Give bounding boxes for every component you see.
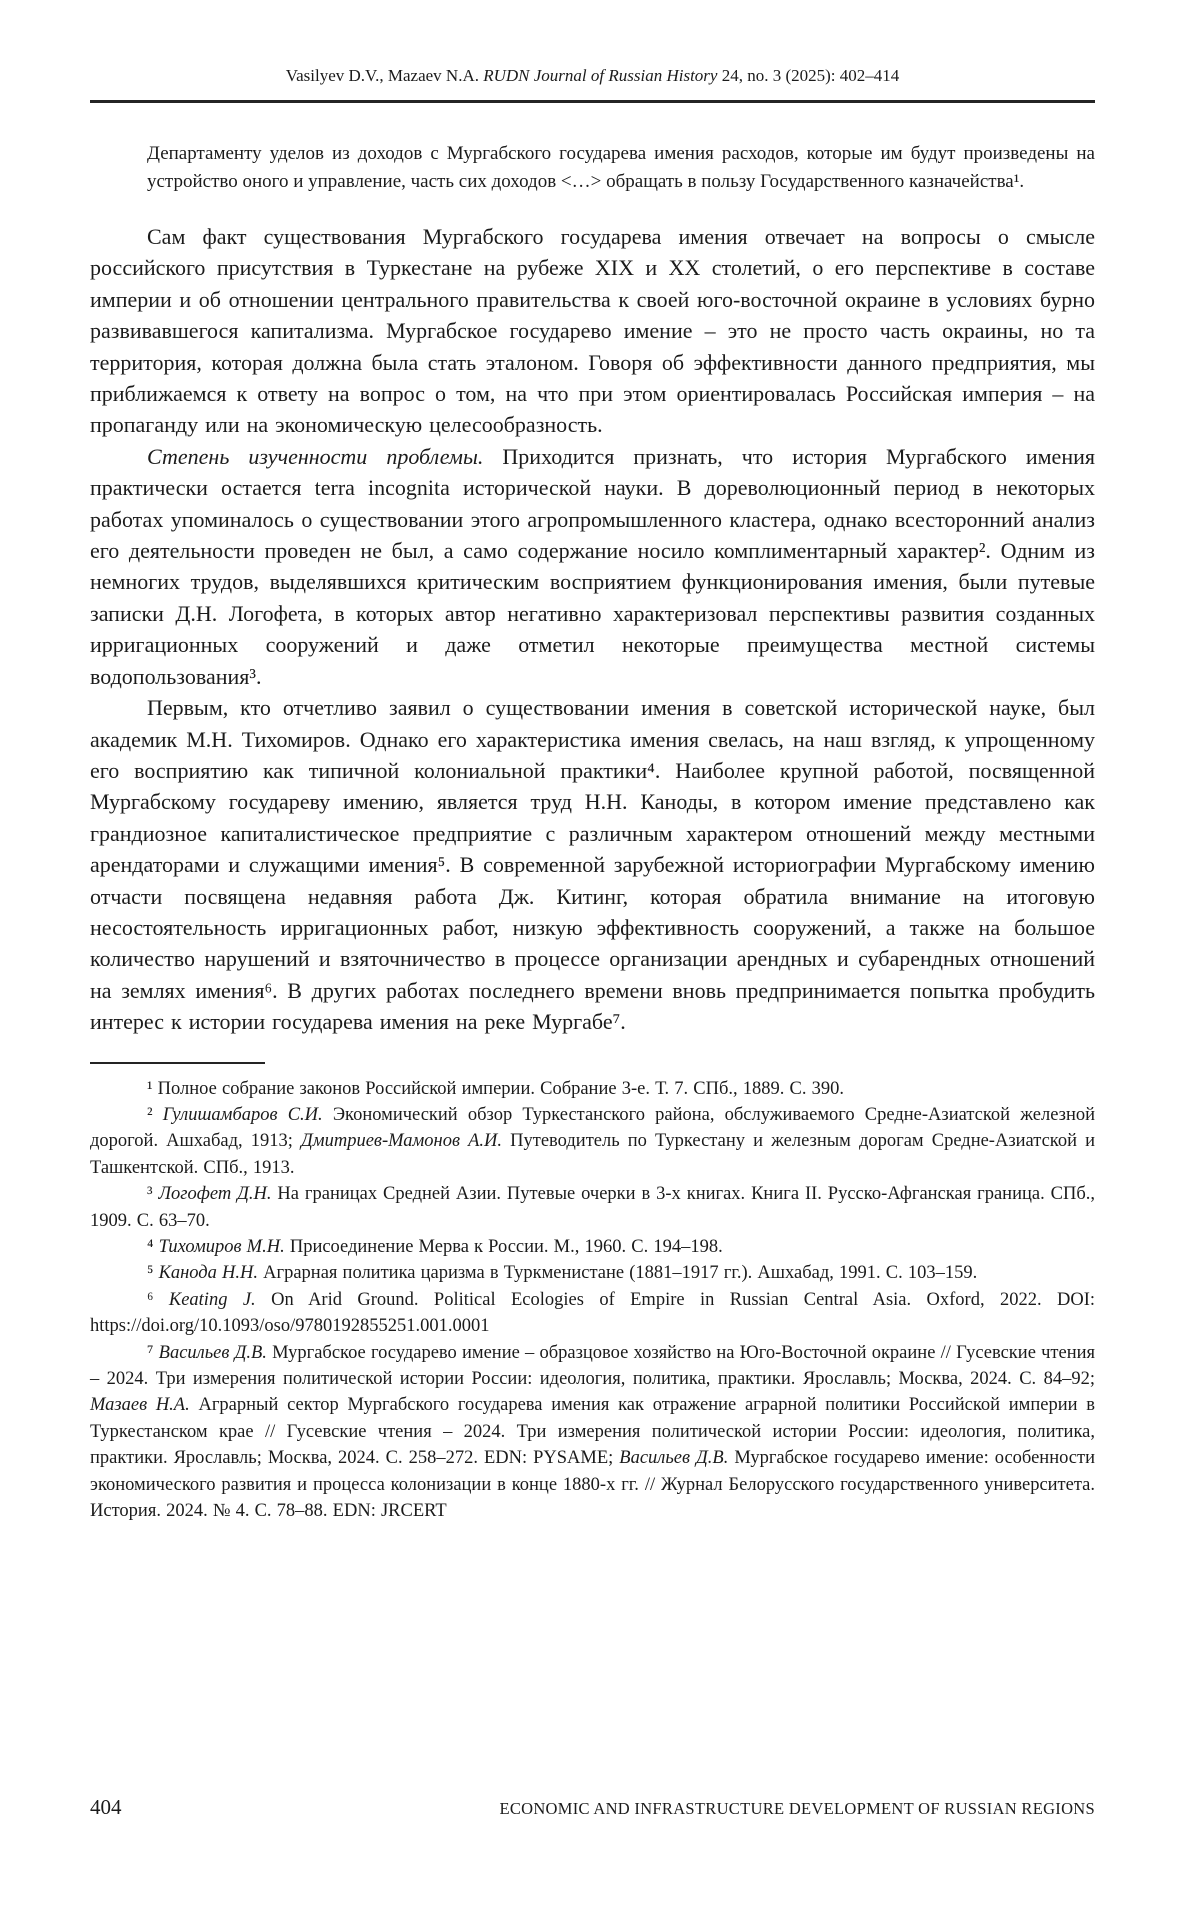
footnotes-block [90,1076,1095,1525]
article-body [90,221,1095,1038]
page-footer [90,1795,1095,1820]
footnote: ⁶ Keating J. On Arid Ground. Political Ecologies of Empire in Russian Central Asia. Oxford, 2022. DOI: https://doi.org/10.1093/oso/9780192855251.001.0001 [90,1289,1096,1337]
epigraph-quote: Департаменту уделов из доходов с Мургабского государева имения расходов, которые им будут произведены на устройство оного и управление, часть сих доходов <…> обращать в пользу Государственного казначейства¹. [147,143,1095,192]
body-paragraph: Степень изученности проблемы. Приходится признать, что история Мургабского имения практически остается terra incognita исторической науки. В дореволюционный период в некоторых работах упоминалось о существовании этого агропромышленного кластера, однако всесторонний анализ его деятельности проведен не был, а само содержание носило комплиментарный характер². Одним из немногих трудов, выделявшихся критическим восприятием функционирования имения, были путевые записки Д.Н. Логофета, в которых автор негативно характеризовал перспективы развития созданных ирригационных сооружений и даже отметил некоторые преимущества местной системы водопользования³. [90,443,1095,689]
footnote: ⁴ Тихомиров М.Н. Присоединение Мерва к России. М., 1960. С. 194–198. [147,1237,723,1257]
footnote: ¹ Полное собрание законов Российской империи. Собрание 3-е. Т. 7. СПб., 1889. С. 390. [147,1078,844,1099]
body-paragraph: Сам факт существования Мургабского государева имения отвечает на вопросы о смысле российского присутствия в Туркестане на рубеже XIX и XX столетий, о его перспективе в составе империи и об отношении центрального правительства к своей юго-восточной окраине в условиях бурно развивавшегося капитализма. Мургабское государево имение – это не просто часть окраины, но та территория, которая должна была стать эталоном. Говоря об эффективности данного предприятия, мы приближаемся к ответу на вопрос о том, на что при этом ориентировалась Российская империя – на пропаганду или на экономическую целесообразность. [90,224,1095,438]
page-number: 404 [90,1795,122,1819]
footnote: ³ Логофет Д.Н. На границах Средней Азии. Путевые очерки в 3-х книгах. Книга II. Русско-Афганская граница. СПб., 1909. С. 63–70. [90,1184,1095,1231]
footnotes-separator [90,1062,265,1064]
header-rule [90,100,1095,103]
footnote: ² Гулишамбаров С.И. Экономический обзор Туркестанского района, обслуживаемого Средне-Азиатской железной дорогой. Ашхабад, 1913; Дмитриев-Мамонов А.И. Путеводитель по Туркестану и железным дорогам Средне-Азиатской и Ташкентской. СПб., 1913. [90,1104,1095,1178]
footnote: ⁵ Канода Н.Н. Аграрная политика царизма в Туркменистане (1881–1917 гг.). Ашхабад, 1991. С. 103–159. [147,1263,978,1284]
running-head: Vasilyev D.V., Mazaev N.A. RUDN Journal of Russian History 24, no. 3 (2025): 402–414 [285,66,900,85]
body-paragraph: Первым, кто отчетливо заявил о существовании имения в советской исторической науке, был академик М.Н. Тихомиров. Однако его характеристика имения свелась, на наш взгляд, к упрощенному его восприятию как типичной колониальной практики⁴. Наиболее крупной работой, посвященной Мургабскому государеву имению, является труд Н.Н. Каноды, в котором имение представлено как грандиозное капиталистическое предприятие с различным характером отношений между местными арендаторами и служащими имения⁵. В современной зарубежной историографии Мургабскому имению отчасти посвящена недавняя работа Дж. Китинг, которая обратила внимание на итоговую несостоятельность ирригационных работ, низкую эффективность сооружений, а также на большое количество нарушений и взяточничество в процессе организации арендных и субарендных отношений на землях имения⁶. В других работах последнего времени вновь предпринимается попытка пробудить интерес к истории государева имения на реке Мургабе⁷. [90,695,1095,1035]
running-footer: ECONOMIC AND INFRASTRUCTURE DEVELOPMENT OF RUSSIAN REGIONS [499,1799,1095,1818]
footnote: ⁷ Васильев Д.В. Мургабское государево имение – образцовое хозяйство на Юго-Восточной окраине // Гусевские чтения – 2024. Три измерения политической истории России: идеология, политика, практики. Ярославль; Москва, 2024. С. 84–92; Мазаев Н.А. Аграрный сектор Мургабского государева имения как отражение аграрной политики Российской империи в Туркестанском крае // Гусевские чтения – 2024. Три измерения политической истории России: идеология, политика, практики. Ярославль; Москва, 2024. С. 258–272. EDN: PYSAME; Васильев Д.В. Мургабское государево имение: особенности экономического развития и процесса колонизации в конце 1880-х гг. // Журнал Белорусского государственного университета. История. 2024. № 4. С. 78–88. EDN: JRCERT [90,1342,1096,1522]
